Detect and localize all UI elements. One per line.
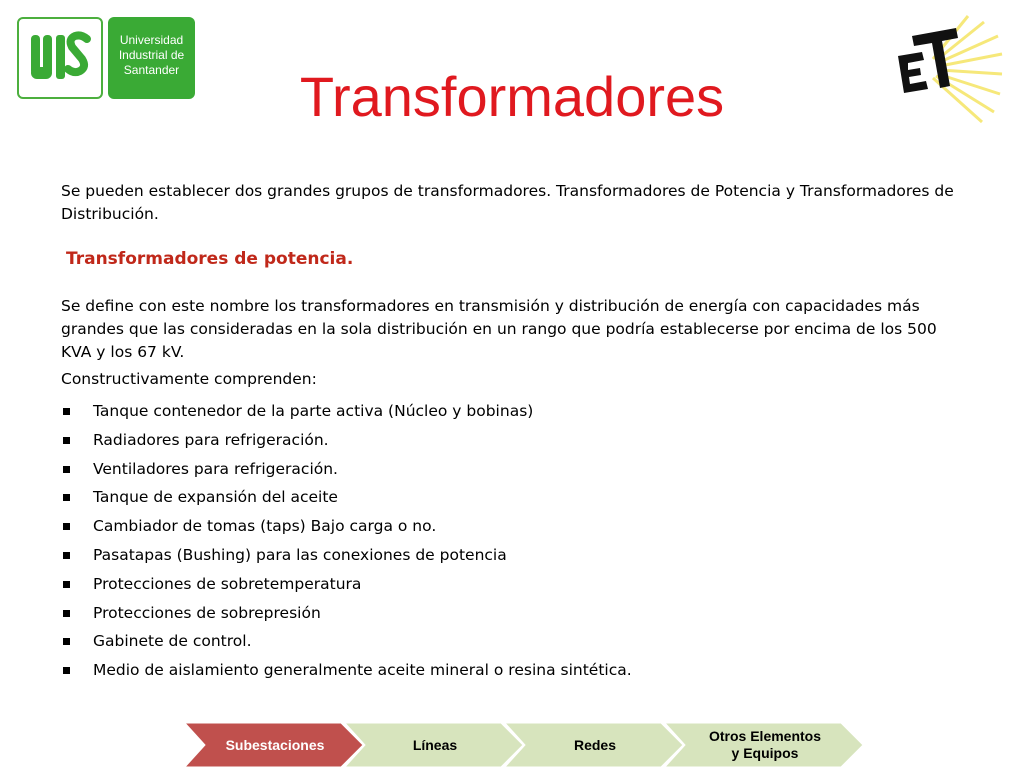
square-bullet-icon (63, 610, 70, 617)
list-item-text: Tanque de expansión del aceite (93, 488, 338, 507)
list-item-text: Medio de aislamiento generalmente aceite mineral o resina sintética. (93, 661, 632, 680)
square-bullet-icon (63, 667, 70, 674)
list-item (61, 656, 971, 685)
list-item-text: Radiadores para refrigeración. (93, 430, 329, 449)
list-item (61, 397, 971, 426)
list-item-text: Pasatapas (Bushing) para las conexiones de potencia (93, 545, 507, 564)
nav-subestaciones[interactable] (185, 723, 365, 767)
uis-name-line2: Industrial de (118, 48, 185, 62)
list-item (61, 570, 971, 599)
list-item (61, 483, 971, 512)
section-heading: Transformadores de potencia. (66, 249, 354, 269)
uis-name-line1: Universidad (119, 33, 184, 47)
list-item-text: Tanque contenedor de la parte activa (Núcleo y bobinas) (93, 402, 534, 420)
square-bullet-icon (63, 494, 70, 501)
component-list (61, 397, 971, 685)
list-item (61, 541, 971, 570)
list-item (61, 455, 971, 484)
list-item (61, 512, 971, 541)
list-item (61, 599, 971, 628)
list-item-text: Protecciones de sobretemperatura (93, 574, 362, 593)
square-bullet-icon (63, 581, 70, 588)
list-item (61, 426, 971, 455)
nav-redes[interactable] (505, 723, 685, 767)
section-nav (185, 723, 865, 767)
square-bullet-icon (63, 408, 70, 415)
constructive-label: Constructivamente comprenden: (61, 370, 317, 388)
intro-paragraph: Se pueden establecer dos grandes grupos de transformadores. Transformadores de Potencia y Transformadores de Distribución. (61, 182, 954, 223)
nav-label (709, 728, 821, 762)
square-bullet-icon (63, 437, 70, 444)
page-title: Transformadores (299, 65, 725, 128)
definition-paragraph: Se define con este nombre los transformadores en transmisión y distribución de energía con capacidades más grandes que las consideradas en la sola distribución en un rango que podría establecerse por encima de los 500 KVA y los 67 kV. (61, 297, 937, 361)
slide-content (61, 180, 971, 685)
square-bullet-icon (63, 466, 70, 473)
nav-label: Redes (573, 736, 617, 753)
nav-label: Líneas (412, 736, 458, 753)
nav-otros-elementos[interactable] (665, 723, 865, 767)
list-item-text: Ventiladores para refrigeración. (93, 459, 338, 478)
nav-label-line1: Otros Elementos (708, 728, 822, 744)
list-item-text: Gabinete de control. (93, 632, 252, 651)
nav-label-line2: y Equipos (731, 745, 799, 761)
list-item-text: Protecciones de sobrepresión (93, 603, 321, 622)
square-bullet-icon (63, 638, 70, 645)
nav-lineas[interactable] (345, 723, 525, 767)
square-bullet-icon (63, 552, 70, 559)
nav-label: Subestaciones (225, 736, 325, 753)
square-bullet-icon (63, 523, 70, 530)
list-item (61, 627, 971, 656)
uis-name-line3: Santander (123, 63, 180, 77)
list-item-text: Cambiador de tomas (taps) Bajo carga o no. (93, 517, 437, 536)
